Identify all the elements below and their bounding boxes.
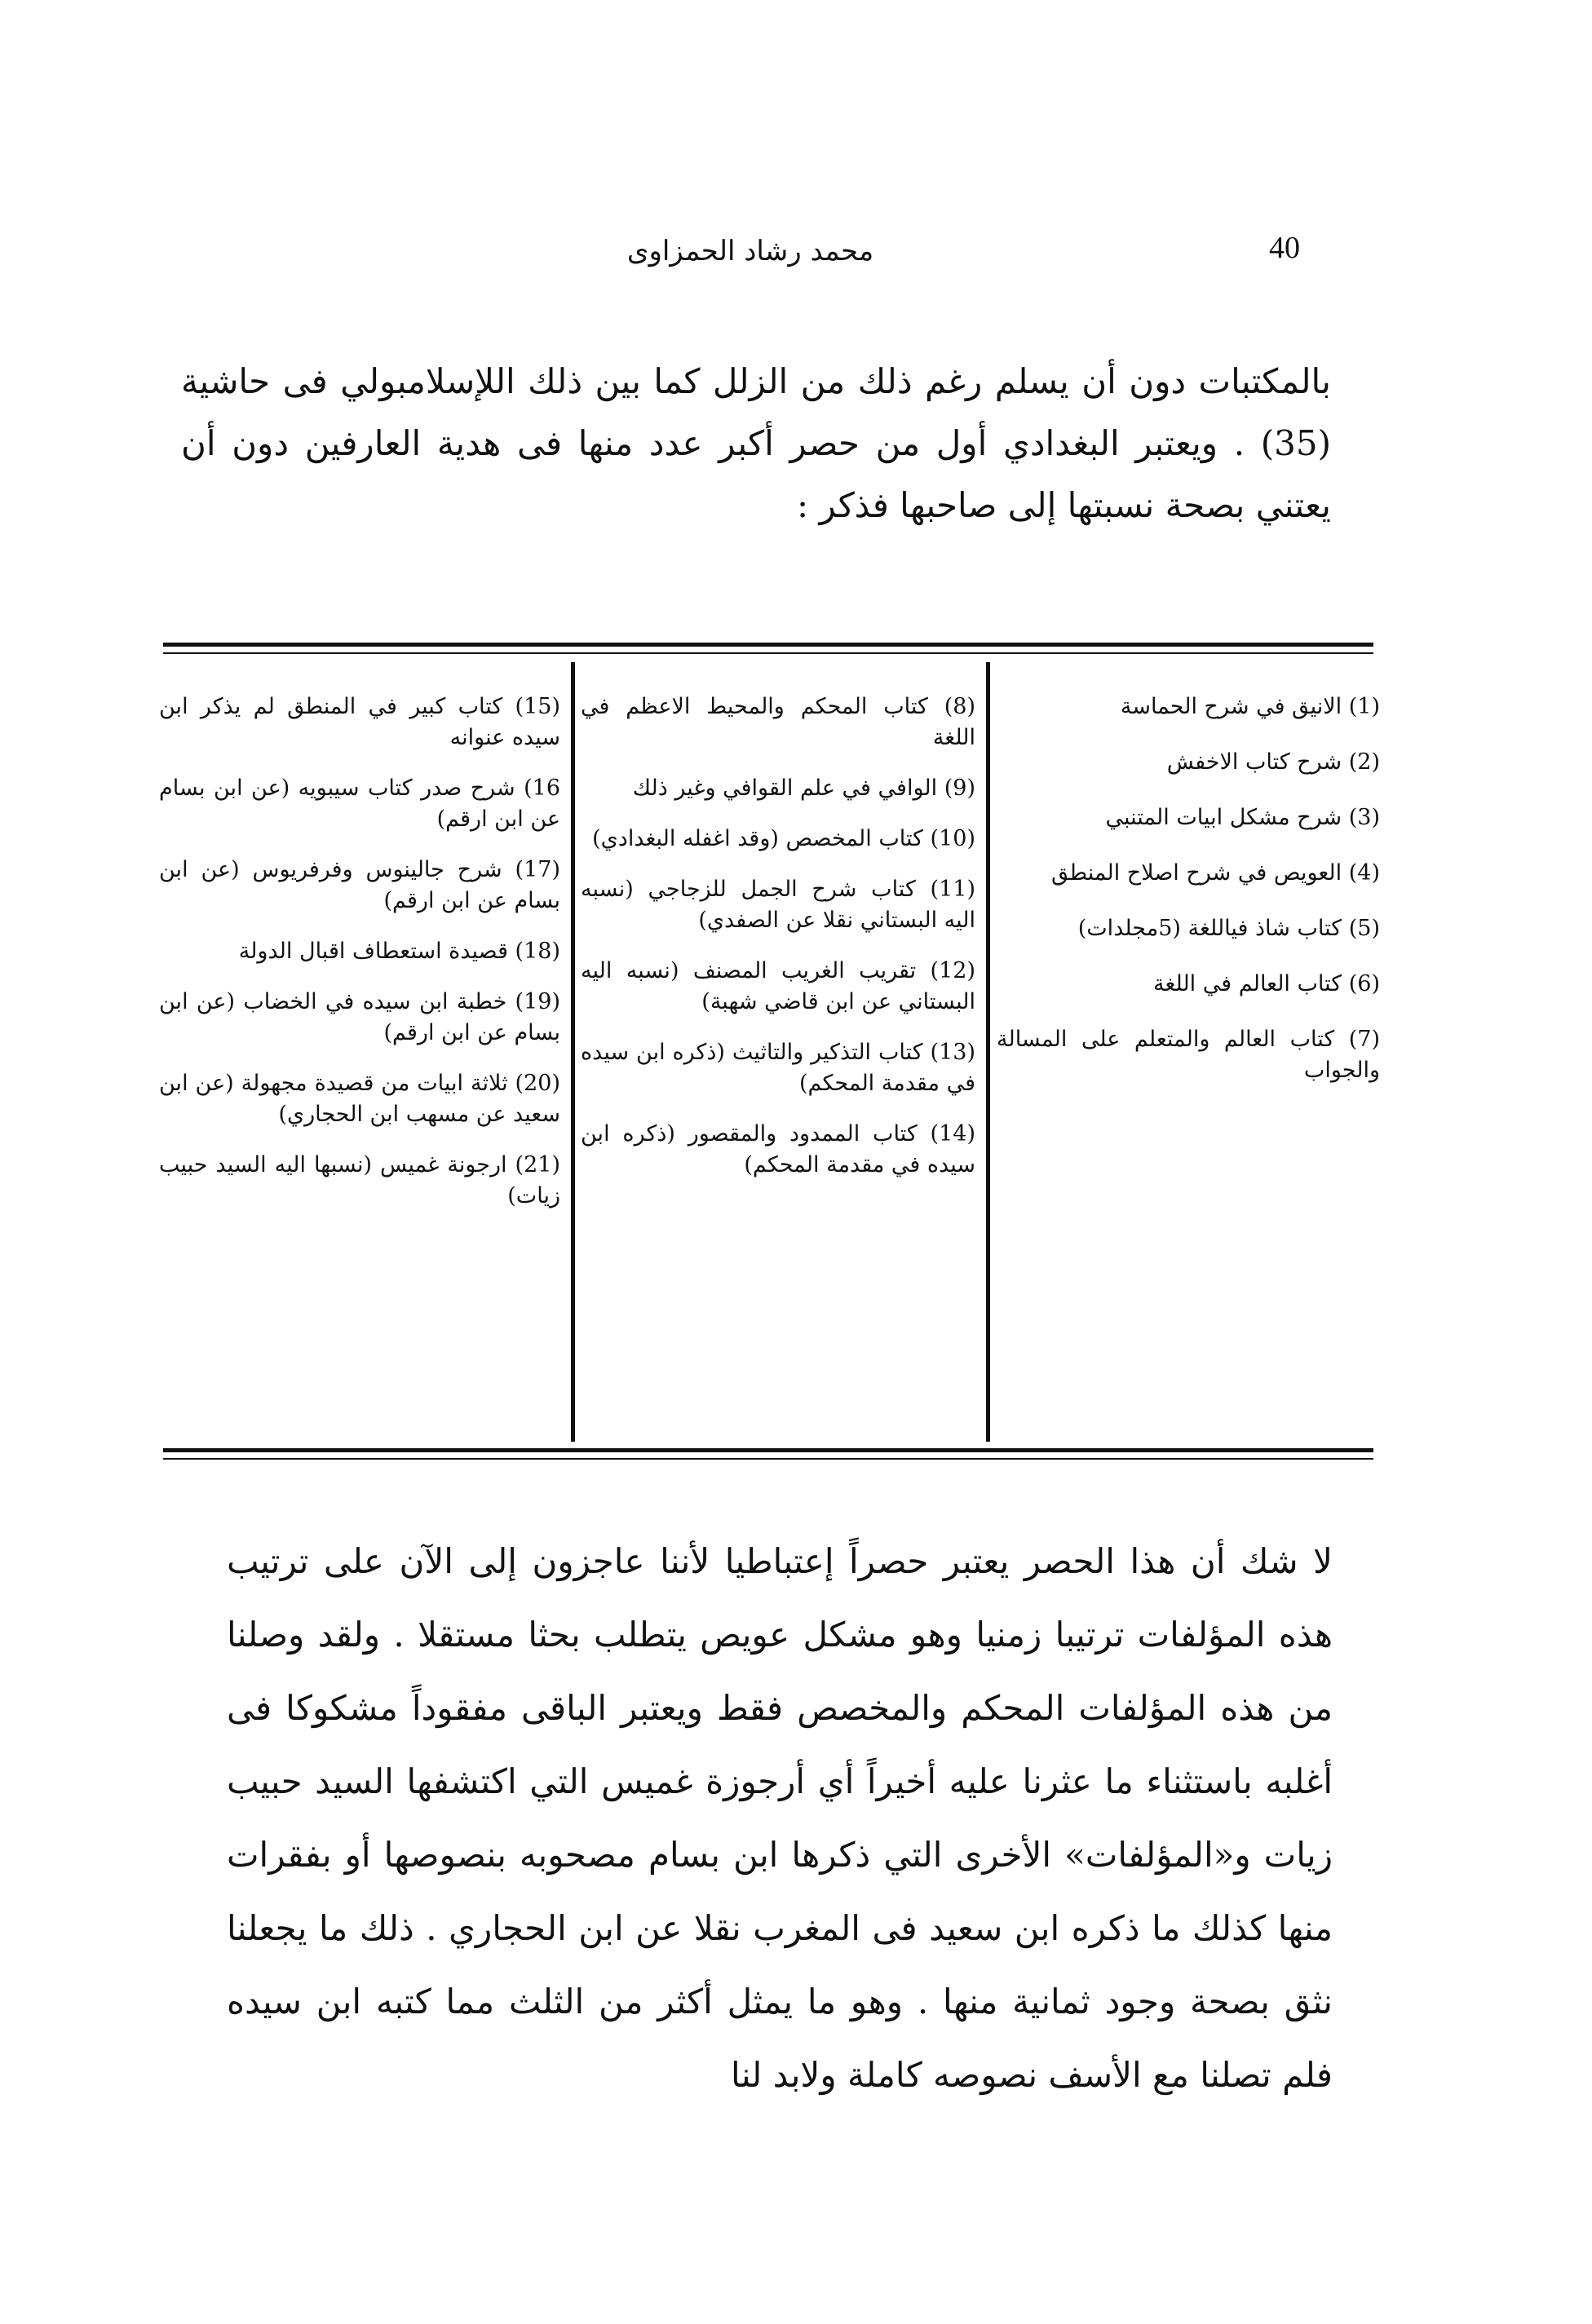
work-entry: (10) كتاب المخصص (وقد اغفله البغدادي) xyxy=(592,826,975,851)
work-entry: (3) شرح مشكل ابيات المتنبي xyxy=(1105,805,1380,830)
work-entry: (13) كتاب التذكير والتاثيث (ذكره ابن سيده في مقدمة المحكم) xyxy=(581,1040,975,1096)
column-divider xyxy=(986,662,990,1442)
works-column-2 xyxy=(581,691,975,1200)
work-entry: (15) كتاب كبير في المنطق لم يذكر ابن سيده عنوانه xyxy=(159,694,560,750)
works-column-1 xyxy=(997,691,1380,1111)
work-entry: (6) كتاب العالم في اللغة xyxy=(1153,971,1380,996)
column-divider xyxy=(571,662,575,1442)
table-bottom-rule-thin xyxy=(163,1458,1373,1460)
work-entry: (9) الوافي في علم القوافي وغير ذلك xyxy=(632,775,975,801)
work-entry: (20) ثلاثة ابيات من قصيدة مجهولة (عن ابن سعيد عن مسهب ابن الحجاري) xyxy=(159,1071,560,1127)
body-text: لا شك أن هذا الحصر يعتبر حصراً إعتباطيا لأننا عاجزون إلى الآن على ترتيب هذه المؤلفات ترتيبا زمنيا وهو مشكل عويص يتطلب بحثا مستقلا . ولقد وصلنا من هذه المؤلفات المحكم والمخصص فقط ويعتبر الباقى مفقوداً مشكوكا فى أغلبه باستثناء ما عثرنا عليه أخيراً أي أرجوزة غميس التي اكتشفها السيد حبيب زيات و«المؤلفات» الأخرى التي ذكرها ابن بسام مصحوبه بنصوصها أو بفقرات منها كذلك ما ذكره ابن سعيد فى المغرب نقلا عن ابن الحجاري . ذلك ما يجعلنا نثق بصحة وجود ثمانية منها . وهو ما يمثل أكثر من الثلث مما كتبه ابن سيده فلم تصلنا مع الأسف نصوصه كاملة ولابد لنا xyxy=(227,1541,1333,2095)
work-entry: (18) قصيدة استعطاف اقبال الدولة xyxy=(238,939,560,964)
table-top-rule xyxy=(163,643,1373,647)
work-entry: (11) كتاب شرح الجمل للزجاجي (نسبه اليه البستاني نقلا عن الصفدي) xyxy=(581,877,975,933)
running-title: محمد رشاد الحمزاوى xyxy=(626,235,874,267)
work-entry: (17) شرح جالينوس وفرفريوس (عن ابن بسام عن ابن ارقم) xyxy=(159,857,560,913)
work-entry: (8) كتاب المحكم والمحيط الاعظم في اللغة xyxy=(581,694,975,750)
work-entry: (21) ارجونة غميس (نسبها اليه السيد حبيب زيات) xyxy=(159,1152,560,1208)
work-entry: (4) العويص في شرح اصلاح المنطق xyxy=(1051,860,1380,886)
work-entry: (5) كتاب شاذ فياللغة (5مجلدات) xyxy=(1077,916,1380,941)
work-entry: (12) تقريب الغريب المصنف (نسبه اليه البستاني عن ابن قاضي شهبة) xyxy=(581,958,975,1014)
table-top-rule-thin xyxy=(163,652,1373,654)
work-entry: (7) كتاب العالم والمتعلم على المسالة والجواب xyxy=(997,1027,1380,1083)
works-column-3 xyxy=(159,691,560,1231)
page-number: 40 xyxy=(1269,231,1300,265)
body-paragraph xyxy=(227,1525,1333,2112)
intro-paragraph xyxy=(181,351,1331,537)
work-entry: (14) كتاب الممدود والمقصور (ذكره ابن سيده في مقدمة المحكم) xyxy=(581,1121,975,1177)
work-entry: 16) شرح صدر كتاب سيبويه (عن ابن بسام عن ابن ارقم) xyxy=(159,775,560,832)
table-bottom-rule xyxy=(163,1448,1373,1452)
work-entry: (1) الانيق في شرح الحماسة xyxy=(1120,694,1380,719)
intro-text: بالمكتبات دون أن يسلم رغم ذلك من الزلل كما بين ذلك اللإسلامبولي فى حاشية (35) . ويعتبر البغدادي أول من حصر أكبر عدد منها فى هدية العارفين دون أن يعتني بصحة نسبتها إلى صاحبها فذكر : xyxy=(181,361,1331,525)
work-entry: (2) شرح كتاب الاخفش xyxy=(1166,749,1380,775)
work-entry: (19) خطبة ابن سيده في الخضاب (عن ابن بسام عن ابن ارقم) xyxy=(159,989,560,1045)
